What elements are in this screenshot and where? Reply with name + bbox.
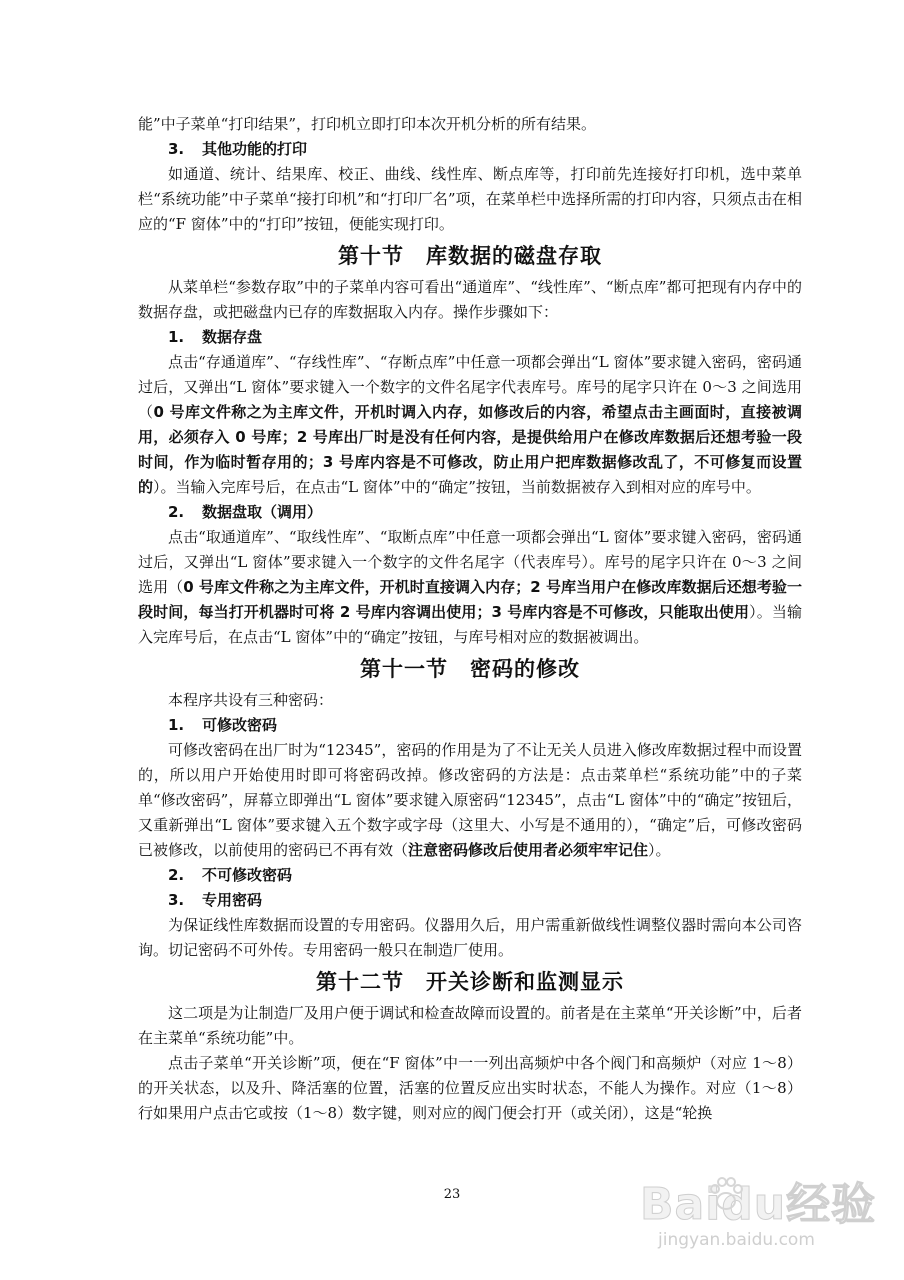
item-title: 可修改密码 <box>202 716 278 734</box>
item-changeable-password <box>168 713 802 738</box>
text-run: 点击“存通道库”、“存线性库”、“存断点库”中任意一项都会弹出“L 窗体”要求键入密码，密码通过后，又弹出“L 窗体”要求键入一个数字的文件名尾字代表库号。库号的尾字只许在 0～3 之间选用（ <box>138 353 802 421</box>
paragraph-changeable-password <box>138 738 802 863</box>
item-special-password <box>168 888 802 913</box>
section-number: 第十二节 <box>316 970 404 994</box>
watermark-logo: Baidu经验 <box>640 1179 877 1230</box>
section-title: 密码的修改 <box>470 657 580 681</box>
bold-text-run: 注意密码修改后使用者必须牢牢记住 <box>408 841 649 859</box>
text-run: ）。当输入完库号后，在点击“L 窗体”中的“确定”按钮，当前数据被存入到相对应的库号中。 <box>153 478 761 496</box>
paragraph-data-load <box>138 525 802 650</box>
section-number: 第十一节 <box>360 657 448 681</box>
item-number: 2. <box>168 866 185 884</box>
item-title: 其他功能的打印 <box>202 140 308 158</box>
item-title: 不可修改密码 <box>202 866 293 884</box>
text-run: 点击“取通道库”、“取线性库”、“取断点库”中任意一项都会弹出“L 窗体”要求键入密码，密码通过后，又弹出“L 窗体”要求键入一个数字的文件名尾字（代表库号）。库号的尾字只许在 0～3 之间选用（ <box>138 528 802 596</box>
text-run: 可修改密码在出厂时为“12345”，密码的作用是为了不让无关人员进入修改库数据过程中而设置的，所以用户开始使用时即可将密码改掉。修改密码的方法是：点击菜单栏“系统功能”中的子菜单“修改密码”，屏幕立即弹出“L 窗体”要求键入原密码“12345”，点击“L 窗体”中的“确定”按钮后，又重新弹出“L 窗体”要求键入五个数字或字母（这里大、小写是不通用的），“确定”后，可修改密码已被修改，以前使用的密码已不再有效（ <box>138 741 802 859</box>
item-fixed-password <box>168 863 802 888</box>
text-run: ）。 <box>648 841 671 859</box>
section-heading-12 <box>138 967 802 997</box>
item-title: 数据盘取（调用） <box>202 503 323 521</box>
section-heading-10 <box>138 241 802 271</box>
item-number: 3. <box>168 891 185 909</box>
item-other-print <box>168 137 802 162</box>
paragraph-other-print: 如通道、统计、结果库、校正、曲线、线性库、断点库等，打印前先连接好打印机，选中菜单栏“系统功能”中子菜单“接打印机”和“打印厂名”项，在菜单栏中选择所需的打印内容，只须点击在相应的“F 窗体”中的“打印”按钮，便能实现打印。 <box>138 165 802 233</box>
page-content <box>138 112 802 1126</box>
item-number: 1. <box>168 328 185 346</box>
item-data-load <box>168 500 802 525</box>
text-run: ）。当输入完库号后，在点击“L 窗体”中的“确定”按钮，与库号相对应的数据被调出。 <box>138 603 802 646</box>
baidu-jingyan-watermark <box>640 1168 890 1268</box>
paragraph-s11-intro: 本程序共设有三种密码： <box>168 691 334 709</box>
paragraph-special-password: 为保证线性库数据而设置的专用密码。仪器用久后，用户需重新做线性调整仪器时需向本公司咨询。切记密码不可外传。专用密码一般只在制造厂使用。 <box>138 916 802 959</box>
page-number: 23 <box>443 1187 461 1202</box>
intro-line: 能”中子菜单“打印结果”，打印机立即打印本次开机分析的所有结果。 <box>138 115 597 133</box>
section-heading-11 <box>138 654 802 684</box>
section-number: 第十节 <box>338 244 404 268</box>
item-title: 数据存盘 <box>202 328 263 346</box>
item-number: 1. <box>168 716 185 734</box>
item-data-save <box>168 325 802 350</box>
paragraph-s12-body: 点击子菜单“开关诊断”项，便在“F 窗体”中一一列出高频炉中各个阀门和高频炉（对应 1～8）的开关状态，以及升、降活塞的位置，活塞的位置反应出实时状态，不能人为操作。对应（1～8）行如果用户点击它或按（1～8）数字键，则对应的阀门便会打开（或关闭），这是“轮换 <box>138 1054 802 1122</box>
watermark-url: jingyan.baidu.com <box>658 1230 815 1250</box>
section-title: 库数据的磁盘存取 <box>426 244 602 268</box>
bold-text-run: 0 号库文件称之为主库文件，开机时调入内存，如修改后的内容，希望点击主画面时，直接被调用，必须存入 0 号库；2 号库出厂时是没有任何内容，是提供给用户在修改库数据后还想考验一段时间，作为临时暂存用的；3 号库内容是不可修改，防止用户把库数据修改乱了，不可修复而设置的 <box>138 403 802 496</box>
section-title: 开关诊断和监测显示 <box>426 970 624 994</box>
item-number: 2. <box>168 503 185 521</box>
bold-text-run: 0 号库文件称之为主库文件，开机时直接调入内存；2 号库当用户在修改库数据后还想考验一段时间，每当打开机器时可将 2 号库内容调出使用；3 号库内容是不可修改，只能取出使用 <box>138 578 802 621</box>
paragraph-s10-intro: 从菜单栏“参数存取”中的子菜单内容可看出“通道库”、“线性库”、“断点库”都可把现有内存中的数据存盘，或把磁盘内已存的库数据取入内存。操作步骤如下： <box>138 278 802 321</box>
paragraph-data-save <box>138 350 802 500</box>
paragraph-s12-intro: 这二项是为让制造厂及用户便于调试和检查故障而设置的。前者是在主菜单“开关诊断”中，后者在主菜单“系统功能”中。 <box>138 1004 802 1047</box>
item-title: 专用密码 <box>202 891 263 909</box>
paw-icon <box>706 1174 746 1214</box>
item-number: 3. <box>168 140 185 158</box>
